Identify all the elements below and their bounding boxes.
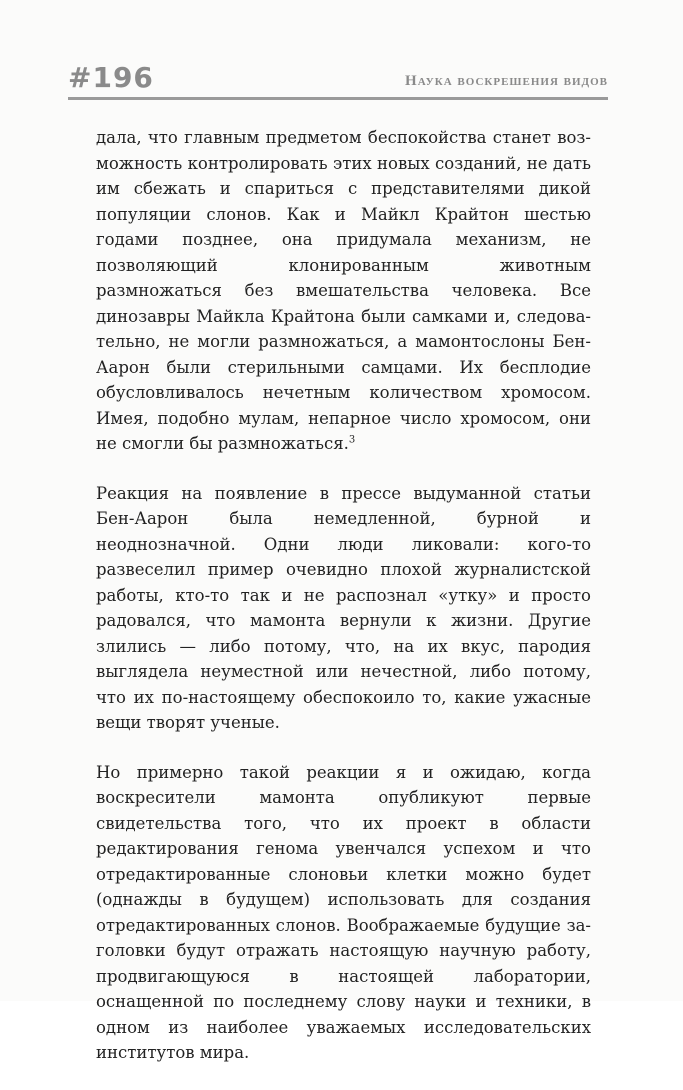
page-number: #196 bbox=[68, 61, 154, 94]
paragraph-1 bbox=[96, 125, 591, 457]
paragraph-2 bbox=[96, 481, 591, 736]
paragraph-1-text: дала, что главным предметом беспокойства станет возможность контролировать этих новых созданий, не дать им сбежать и спариться с представителями дикой популяции слонов. Как и Майкл Крайтон шестью годами позднее, она придумала механизм, не позволяющий клонированным животным размножаться без вмешательства человека. Все динозавры Майкла Крайтона были самками и, следовательно, не могли размножаться, а мамонтослоны Бен-Аарон были стерильными самцами. Их бесплодие обусловливалось нечетным количеством хромосом. Имея, подобно мулам, непарное число хромосом, они не смогли бы размножаться. bbox=[96, 128, 591, 453]
header-rule bbox=[68, 97, 608, 100]
body-text bbox=[96, 125, 591, 1090]
footnote-marker[interactable]: 3 bbox=[348, 434, 356, 446]
paragraph-2-text: Реакция на появление в прессе выдуманной статьи Бен-Аарон была немедленной, бурной и неоднозначной. Одни люди ликовали: кого-то развеселил пример очевидно плохой журналистской работы, кто-то так и не распознал «утку» и просто радовался, что мамонта вернули к жизни. Другие злились — либо потому, что, на их вкус, пародия выглядела неуместной или нечестной, либо потому, что их по-настоящему обеспокоило то, какие ужасные вещи творят ученые. bbox=[96, 483, 591, 732]
paragraph-3-text: Но примерно такой реакции я и ожидаю, когда воскресители мамонта опубликуют первые свидетельства того, что их проект в области редактирования генома увенчался успехом и что отредактированные слоновьи клетки можно будет (однажды в будущем) использовать для создания отредактированных слонов. Воображаемые будущие заголовки будут отражать настоящую научную работу, продвигающуюся в настоящей лаборатории, оснащенной по последнему слову науки и техники, в одном из наиболее уважаемых исследовательских институтов мира. bbox=[96, 762, 591, 1062]
page-header bbox=[68, 62, 608, 102]
paragraph-3 bbox=[96, 760, 591, 1066]
running-head: Наука воскрешения видов bbox=[405, 73, 608, 89]
